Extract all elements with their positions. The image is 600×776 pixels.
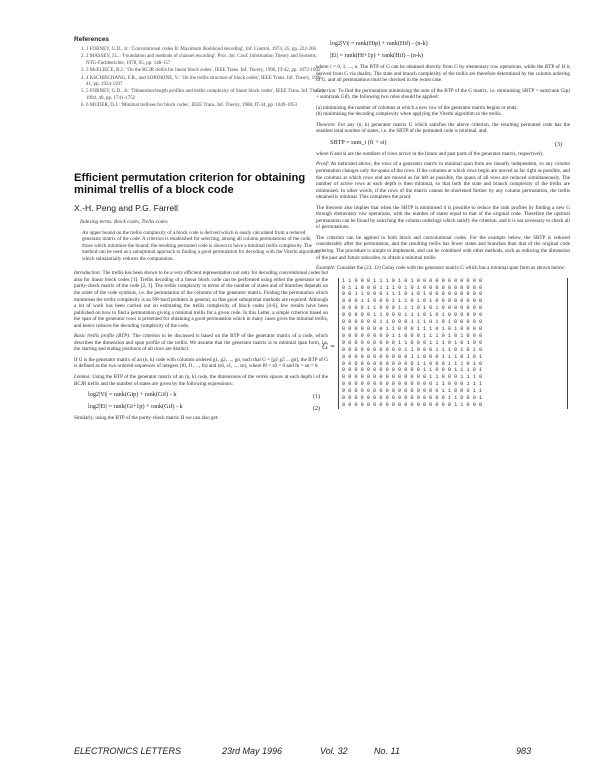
paragraph-text: For any (n, k) generator matrix G which satisfies the above criterion, the resulting permuted code has the smallest total number of states, i.e. the SBTP of the permuted code is minimal, and: [316, 121, 570, 135]
matrix-row: 0 0 0 0 0 0 0 0 0 0 0 0 0 1 1 0 0 0 1 1 1 0 1 [342, 367, 483, 374]
right-column [316, 36, 570, 418]
matrix-row: 0 0 0 0 0 0 1 1 0 0 0 1 1 1 0 1 0 1 0 0 0 0 0 [342, 319, 483, 326]
criterion-list [316, 105, 570, 118]
reference-item: 5. 5 FORNEY, G.D., Jr.: 'Dimension/length profiles and trellis complexity of linear block codes', IEEE Trans. Inf. Theory, 1994, 40, pp. 1741-1752 [86, 89, 328, 102]
criterion-item: (b) minimising the decoding complexity when applying the Viterbi algorithm to the trellis. [316, 111, 502, 118]
proof-paragraph [316, 161, 570, 200]
matrix-row: 0 0 0 0 0 0 0 0 0 1 1 0 0 0 1 1 1 0 1 0 1 0 0 [342, 339, 483, 346]
indexing-terms: Indexing terms: Block codes, Trellis codes [80, 218, 168, 225]
where-paragraph: where fi and si are the numbers of rows active in the future and past parts of the generator matrix, respectively. [316, 150, 544, 157]
reference-item: 4. 4 KSCHISCHANG, F.R., and SOROKINE, V.: 'On the trellis structure of block codes', IEEE Trans. Inf. Theory, 1995, 41, pp. 1924-1937 [86, 76, 328, 89]
criterion-paragraph [316, 88, 570, 101]
criterion-item: (a) minimising the number of columns at which a new row of the generator matrix begins or ends; [316, 104, 518, 111]
paragraph-lead: Theorem: [316, 121, 336, 128]
page-footer [74, 746, 536, 760]
matrix-row: 0 0 0 0 0 0 0 0 0 0 0 0 0 0 0 0 1 1 0 0 0 1 1 [342, 388, 483, 395]
paragraph-text: If G is the generator matrix of an (n, k) code with columns ordered g1, g2, ..., gn, such that G = [g1 g2 ... gn], the BTP of G is defined as the two ordered sequences of integers (f0, f1, ..., fn) and (s0, s1, ..., sn), where f0 = s0 = 0 and fn = sn = 0. [74, 356, 328, 370]
equation-3: SBTP = sum_i (fi + si) (3) [330, 138, 562, 148]
matrix-row: 0 0 0 0 1 1 0 0 0 1 1 1 0 1 0 1 0 0 0 0 0 0 0 [342, 305, 483, 312]
matrix-row: 0 0 0 0 0 0 0 1 1 0 0 0 1 1 1 0 1 0 1 0 0 0 0 [342, 326, 483, 333]
equation-number: (2) [313, 406, 320, 413]
reference-item: 3. 3 McELIECE, R.J.: 'On the BCJR trellis for linear block codes', IEEE Trans. Inf. Theory, 1996, IT-42, pp. 1072-1092 [86, 68, 328, 74]
matrix-row: 0 0 0 0 0 0 0 0 0 0 0 0 0 0 0 0 0 1 1 0 0 0 1 [342, 395, 483, 402]
matrix-row: 0 0 1 1 0 0 0 1 1 1 0 1 0 1 0 0 0 0 0 0 0 0 0 [342, 291, 483, 298]
paragraph-lead: Criterion: [316, 87, 337, 94]
matrix-row: 0 0 0 0 0 0 0 0 1 1 0 0 0 1 1 1 0 1 0 1 0 0 0 [342, 332, 483, 339]
matrix-row: 0 1 1 0 0 0 1 1 1 0 1 0 1 0 0 0 0 0 0 0 0 0 0 [342, 284, 483, 291]
theorem-implication-paragraph: The theorem also implies that when the SBTP is minimised it is possible to reduce the rank profiles by finding a new G through elementary row operations, with the number of states equal to that of the original code. Therefore the optimal permutation can be found by searching the column orderings which satisfy the criterion, and it is not necessary to check all n! permutations. [316, 204, 570, 231]
paragraph-text: To find the permutation minimising the sum of the BTP of the G matrix, i.e. minimising SBTP = sum(rank Gip) + sum(rank Gif), the following two rules should be applied: [316, 87, 570, 101]
matrix-row: 0 0 0 1 1 0 0 0 1 1 1 0 1 0 1 0 0 0 0 0 0 0 0 [342, 298, 483, 305]
equation-2: log2|Ei| = rank(Gi+1p) + rank(Gif) - k (2) [88, 403, 320, 413]
matrix-row: 0 0 0 0 0 0 0 0 0 0 0 0 0 0 0 0 0 0 1 1 0 0 0 [342, 401, 483, 408]
btp-paragraph [74, 333, 328, 353]
left-tail-paragraph: Similarly, using the BTP of the parity-check matrix H we can also get: [74, 415, 219, 422]
article-authors: X.-H. Peng and P.G. Farrell [74, 202, 178, 213]
generator-matrix [338, 278, 568, 409]
footer-journal: ELECTRONICS LETTERS [74, 746, 182, 756]
reference-item: 2. 2 MASSEY, J.L.: 'Foundation and methods of channel encoding'. Proc. Int. Conf. Information Theory and Systems, NTG-Fachberichte, 1978, 65, pp. 148-157 [86, 54, 328, 67]
article-title: Efficient permutation criterion for obtaining minimal trellis of a block code [74, 171, 306, 197]
example-paragraph [316, 265, 570, 272]
paragraph-lead: Example: [316, 265, 336, 272]
equation-dual-1: log2|Vi| = rank(Hip) + rank(Hif) - (n-k) [330, 40, 428, 47]
footer-volume: Vol. 32 [320, 746, 348, 756]
equation-dual-2: |Ei| = rank(Hi+1p) + rank(Hif) - (n-k) [330, 52, 424, 59]
theorem-paragraph [316, 122, 570, 135]
paragraph-text: Consider the (23, 12) Golay code with the generator matrix G which has a minimal span form as shown below: [337, 265, 566, 272]
footer-date: 23rd May 1996 [222, 746, 283, 756]
footer-number: No. 11 [374, 746, 400, 756]
paragraph-text: Using the BTP of the generator matrix of an (n, k) code, the dimensions of the vertex spaces at each depth i of the BCJR trellis and the number of states are given by the following expressions: [74, 374, 328, 387]
references-heading: References [74, 36, 110, 43]
matrix-row: 0 0 0 0 0 0 0 0 0 0 1 1 0 0 0 1 1 1 0 1 0 1 0 [342, 346, 483, 353]
equation-number: (1) [313, 394, 320, 401]
paragraph-lead: Basic trellis profile (BTP): [74, 333, 131, 340]
paragraph-text: As indicated above, the rows of a generator matrix in minimal span form are linearly independent, so any column permutation changes only the spans of the rows. If the columns at which rows begin are moved as far right as possible, and the columns at which rows end are moved as far left as possible, the spans of all rows are reduced simultaneously. The number of active rows at each depth is then minimal, so that both the state and branch complexity of the trellis are minimised. In other words, if the rows of the matrix cannot be shortened further by any column permutation, the trellis obtained is minimal. This completes the proof. [316, 161, 570, 201]
reference-item: 1. 1 FORNEY, G.D., Jr.: 'Convolutional codes II: Maximum likelihood decoding', Inf. Control, 1974, 25, pp. 222-266 [86, 47, 328, 53]
paragraph-lead: Introduction: [74, 270, 102, 277]
footer-page-number: 983 [516, 746, 532, 756]
definition-paragraph [74, 357, 328, 370]
matrix-row: 0 0 0 0 0 0 0 0 0 0 0 0 1 1 0 0 0 1 1 1 0 1 0 [342, 360, 483, 367]
lemma-paragraph [74, 374, 328, 387]
intro-paragraph [74, 270, 328, 329]
matrix-row: 0 0 0 0 0 0 0 0 0 0 0 0 0 0 0 1 1 0 0 0 1 1 1 [342, 381, 483, 388]
abstract: An upper bound on the trellis complexity of a block code is derived which is easily calculated from a reduced generator matrix of the code. A criterion is established for selecting, among all column permutations of the code, those which minimise the bound; the resulting permuted code is shown to have a minimal trellis complexity. The method can be used as a suboptimal approach to finding a good permutation for decoding with the Viterbi algorithm, which substantially reduces the computation. [82, 229, 320, 262]
paragraph-text: The trellis has been shown to be a very efficient representation not only for decoding convolutional codes but also for linear block codes [1]. Trellis decoding of a linear block code can be performed using either the generator or the parity-check matrix of the code [2, 3]. The trellis complexity in terms of the number of states and of branches depends on the order of the code symbols, i.e. the permutation of the columns of the generator matrix. Finding the permutation which minimises the trellis complexity is an NP-hard problem in general, so that good suboptimal methods are required. Although a lot of work has been carried out on estimating the trellis complexity of block codes [4-6], few results have been published on how to find a permutation giving a minimal trellis for a given code. In this Letter, a simple criterion based on the span of the generator rows is presented for obtaining a good permutation which in many cases gives the minimal trellis, and hence reduces the decoding complexity of the code. [74, 270, 328, 329]
application-paragraph: The criterion can be applied to both block and convolutional codes. For the example below, the SBTP is reduced considerably after the permutation, and the resulting trellis has fewer states and branches than that of the original code ordering. The procedure is simple to implement, and can be combined with other methods, such as reducing the dimension of the past and future subcodes, to obtain a minimal trellis. [316, 234, 570, 261]
matrix-label: G = [322, 341, 336, 351]
matrix-row: 0 0 0 0 0 1 1 0 0 0 1 1 1 0 1 0 1 0 0 0 0 0 0 [342, 312, 483, 319]
equation-number: (3) [555, 141, 562, 148]
left-column [74, 36, 328, 426]
paragraph-lead: Lemma: [74, 374, 91, 380]
matrix-row: 0 0 0 0 0 0 0 0 0 0 0 0 0 0 1 1 0 0 0 1 1 1 0 [342, 374, 483, 381]
references-list [74, 47, 328, 110]
matrix-row: 1 1 0 0 0 1 1 1 0 1 0 1 0 0 0 0 0 0 0 0 0 0 0 [342, 277, 483, 284]
paragraph-text: The criterion to be discussed is based on the BTP of the generator matrix of a code, which describes the dimension and span profile of the trellis. We assume that the generator matrix is in minimal span form, i.e. the starting and ending positions of all rows are distinct. [74, 333, 328, 353]
generator-matrix-figure [316, 278, 570, 418]
paragraph-lead: Proof: [316, 161, 330, 168]
right-intro-paragraph: where i = 0, 1, ..., n. The BTP of G can be obtained directly from G by elementary row operations, while the BTP of H is derived from G via duality. The state and branch complexity of the trellis are therefore determined by the column ordering of G, and all permutations must be checked in the worst case. [316, 64, 570, 84]
matrix-row: 0 0 0 0 0 0 0 0 0 0 0 1 1 0 0 0 1 1 1 0 1 0 1 [342, 353, 483, 360]
equation-1: log2|Vi| = rank(Gip) + rank(Gif) - k (1) [88, 391, 320, 401]
reference-item: 6. 6 MUDER, D.J.: 'Minimal trellises for block codes', IEEE Trans. Inf. Theory, 1988, IT-34, pp. 1049-1053 [86, 103, 328, 109]
